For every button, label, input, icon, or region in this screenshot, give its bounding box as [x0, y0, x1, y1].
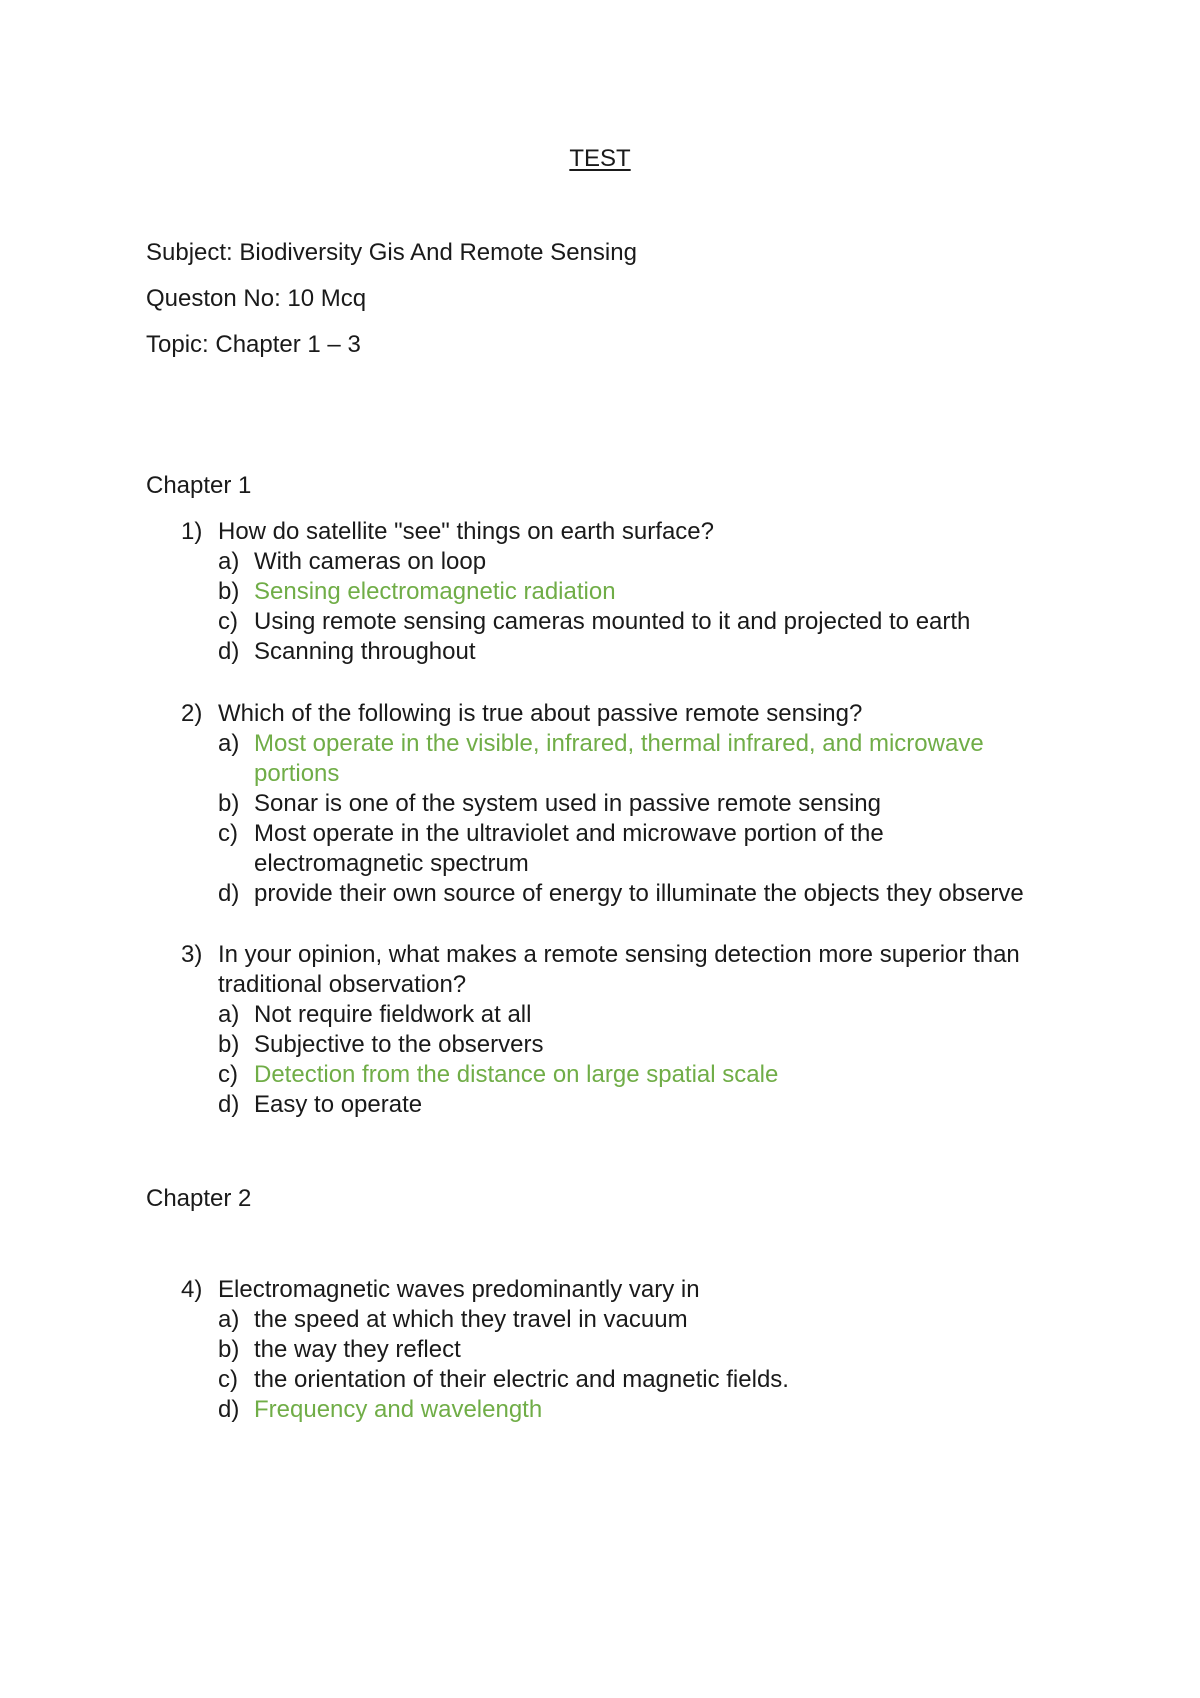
question-number: 2) — [181, 700, 203, 727]
option-text: portions — [254, 760, 340, 787]
option-letter: c) — [218, 1061, 238, 1088]
option-text: provide their own source of energy to illuminate the objects they observe — [254, 880, 1024, 907]
topic-line: Topic: Chapter 1 – 3 — [146, 331, 361, 358]
question-line — [0, 1275, 1200, 1305]
option-b — [0, 789, 1200, 819]
option-letter: a) — [218, 548, 240, 575]
option-b-correct — [0, 577, 1200, 607]
question-1 — [0, 517, 1200, 667]
option-letter: d) — [218, 880, 240, 907]
option-text: the way they reflect — [254, 1336, 461, 1363]
option-a-correct — [0, 729, 1200, 759]
option-text: Most operate in the visible, infrared, thermal infrared, and microwave — [254, 730, 984, 757]
option-letter: d) — [218, 638, 240, 665]
option-text: Scanning throughout — [254, 638, 476, 665]
subject-line: Subject: Biodiversity Gis And Remote Sensing — [146, 239, 637, 266]
question-4 — [0, 1275, 1200, 1425]
question-text: traditional observation? — [218, 971, 467, 998]
question-number: 3) — [181, 941, 203, 968]
option-a — [0, 1000, 1200, 1030]
question-line — [0, 940, 1200, 970]
option-c-correct — [0, 1060, 1200, 1090]
question-text: Which of the following is true about passive remote sensing? — [218, 700, 863, 727]
option-text: Easy to operate — [254, 1091, 423, 1118]
option-text: Not require fieldwork at all — [254, 1001, 532, 1028]
chapter-heading: Chapter 2 — [146, 1185, 252, 1212]
option-d — [0, 879, 1200, 909]
option-b — [0, 1335, 1200, 1365]
option-letter: c) — [218, 1366, 238, 1393]
option-text: electromagnetic spectrum — [254, 850, 529, 877]
option-a — [0, 547, 1200, 577]
option-letter: c) — [218, 608, 238, 635]
option-letter: b) — [218, 578, 240, 605]
option-text: Subjective to the observers — [254, 1031, 544, 1058]
option-letter: b) — [218, 1031, 240, 1058]
option-text: the orientation of their electric and magnetic fields. — [254, 1366, 789, 1393]
option-letter: a) — [218, 1306, 240, 1333]
question-text: How do satellite "see" things on earth surface? — [218, 518, 714, 545]
option-letter: d) — [218, 1091, 240, 1118]
option-text: With cameras on loop — [254, 548, 487, 575]
question-line-continuation — [0, 970, 1200, 1000]
option-letter: b) — [218, 1336, 240, 1363]
option-text: Detection from the distance on large spatial scale — [254, 1061, 779, 1088]
option-text: Using remote sensing cameras mounted to it and projected to earth — [254, 608, 971, 635]
question-line — [0, 517, 1200, 547]
option-text: Frequency and wavelength — [254, 1396, 543, 1423]
option-letter: b) — [218, 790, 240, 817]
option-b — [0, 1030, 1200, 1060]
question-number: 1) — [181, 518, 203, 545]
question-count-line: Queston No: 10 Mcq — [146, 285, 367, 312]
question-2 — [0, 699, 1200, 909]
document-title: TEST — [569, 145, 631, 172]
option-text: Sensing electromagnetic radiation — [254, 578, 616, 605]
option-c — [0, 1365, 1200, 1395]
question-line — [0, 699, 1200, 729]
option-text: the speed at which they travel in vacuum — [254, 1306, 688, 1333]
chapter-heading: Chapter 1 — [146, 472, 252, 499]
option-d — [0, 1090, 1200, 1120]
question-text: Electromagnetic waves predominantly vary in — [218, 1276, 700, 1303]
option-letter: a) — [218, 1001, 240, 1028]
option-c — [0, 819, 1200, 849]
option-d — [0, 637, 1200, 667]
option-d-correct — [0, 1395, 1200, 1425]
option-c — [0, 607, 1200, 637]
question-text: In your opinion, what makes a remote sensing detection more superior than — [218, 941, 1020, 968]
option-letter: a) — [218, 730, 240, 757]
option-c-continuation — [0, 849, 1200, 879]
option-text: Most operate in the ultraviolet and microwave portion of the — [254, 820, 884, 847]
question-3 — [0, 940, 1200, 1120]
option-a-continuation — [0, 759, 1200, 789]
option-letter: d) — [218, 1396, 240, 1423]
option-text: Sonar is one of the system used in passive remote sensing — [254, 790, 881, 817]
option-letter: c) — [218, 820, 238, 847]
option-a — [0, 1305, 1200, 1335]
question-number: 4) — [181, 1276, 203, 1303]
